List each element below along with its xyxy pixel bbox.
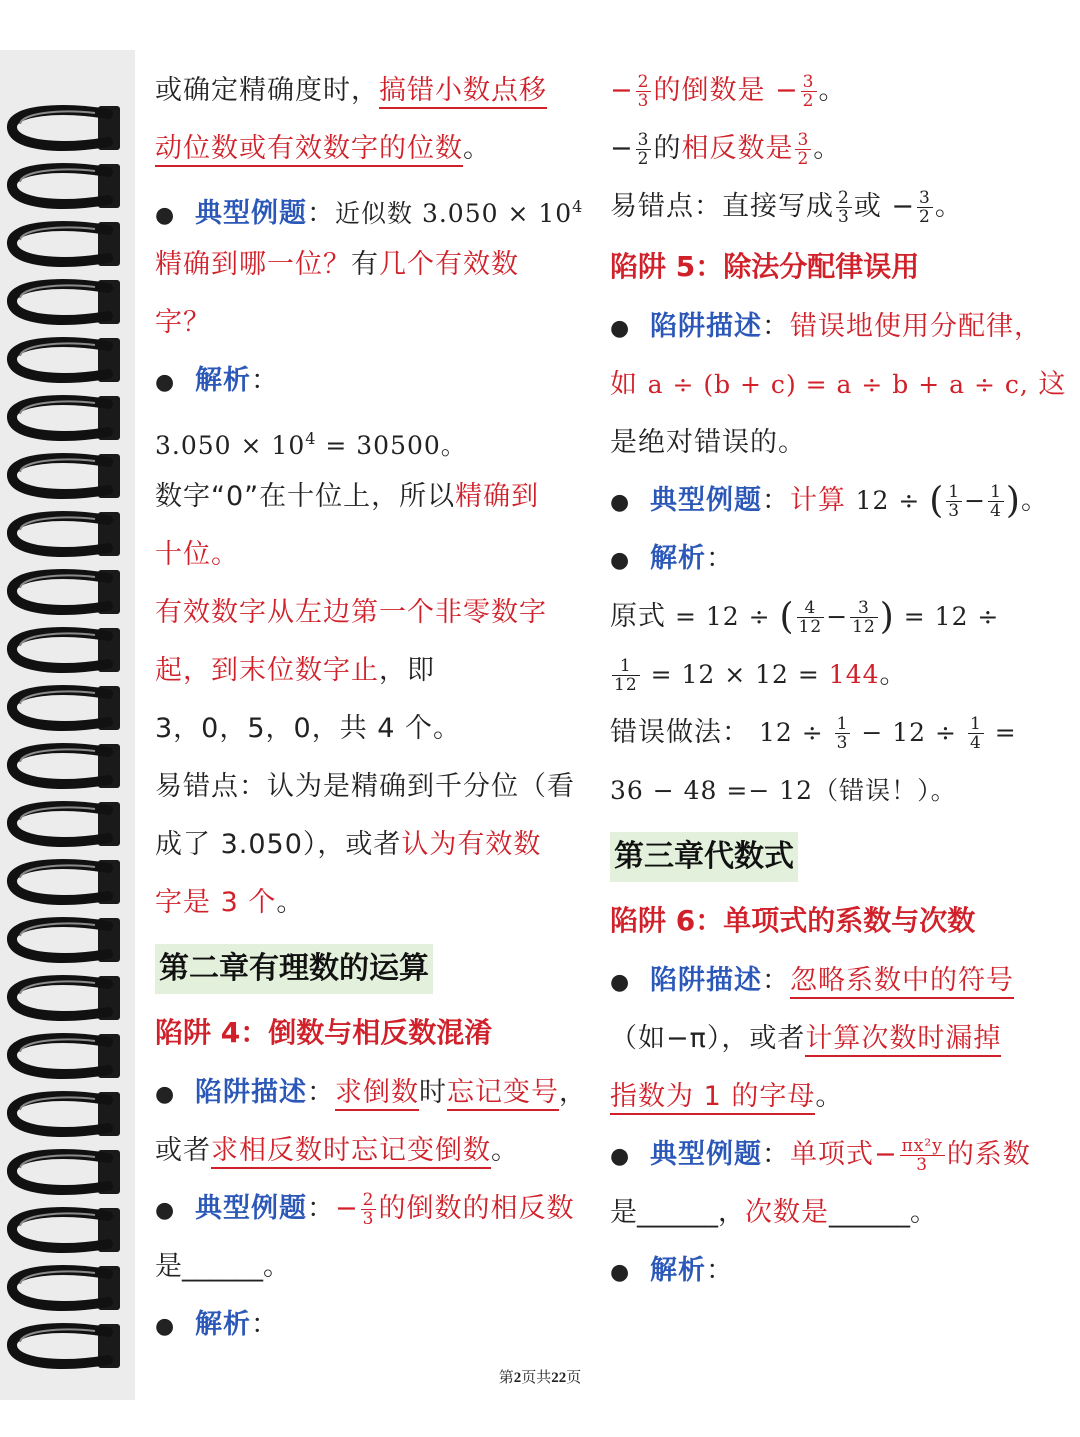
math-text: a ÷ (b + c) = a ÷ b + a ÷ c, [647, 370, 1029, 399]
bullet-icon: ● [155, 370, 176, 395]
denominator: 2 [637, 149, 650, 169]
emphasis-text: 的倒数是 − [653, 75, 799, 106]
text: 。 [491, 1135, 519, 1166]
text: ： [307, 1193, 335, 1224]
left-paren: ( [779, 596, 795, 638]
description-line [155, 1064, 587, 1122]
example-label: 典型例题 [195, 1193, 307, 1224]
footer-text: 页 [566, 1370, 582, 1386]
right-paren: ) [879, 596, 895, 638]
emphasis-text: 指数为 1 的字母 [610, 1081, 815, 1115]
numerator: 1 [948, 482, 961, 502]
text: ： [251, 365, 279, 396]
emphasis-text: 求倒数 [335, 1077, 419, 1111]
text-line [610, 704, 1050, 762]
chapter-heading: 第二章有理数的运算 [155, 944, 433, 994]
numerator: 1 [612, 657, 640, 676]
numerator: 1 [836, 714, 849, 734]
text: 。 [463, 133, 491, 164]
numerator: 3 [850, 599, 878, 618]
emphasis-text: 次数是 [745, 1197, 829, 1228]
text: ： [706, 543, 734, 574]
text: 易错点：认为是精确到千分位（看 [155, 771, 575, 802]
fraction [801, 73, 817, 110]
text-line [155, 236, 580, 294]
fraction [636, 73, 652, 110]
fraction [795, 131, 811, 168]
text-line [155, 642, 580, 700]
description-label: 陷阱描述 [650, 965, 762, 996]
denominator: 12 [798, 617, 823, 637]
text: ： [762, 485, 790, 516]
emphasis-text: 字？ [155, 307, 211, 338]
text: ， [559, 1077, 587, 1108]
math-text: = 12 × 12 = [641, 660, 829, 689]
text: ： [706, 1255, 734, 1286]
emphasis-text: 几个有效数 [379, 249, 519, 280]
text-line [155, 62, 580, 120]
text: ： [307, 1077, 335, 1108]
numerator: 2 [637, 72, 650, 92]
denominator: 3 [362, 1209, 375, 1229]
emphasis-text: 忽略系数中的符号 [790, 965, 1014, 999]
emphasis-text: 的倒数的相反数 [378, 1193, 575, 1224]
text: 时 [419, 1077, 447, 1108]
bullet-icon: ● [155, 203, 176, 228]
emphasis-text: 计算 [790, 485, 856, 516]
text: 易错点：直接写成 [610, 191, 834, 222]
emphasis-text: 十位。 [155, 539, 239, 570]
math-text: 近似数 3.050 × 10 [335, 199, 573, 228]
trap-heading: 陷阱 5：除法分配律误用 [610, 250, 920, 283]
solution-line [155, 352, 580, 410]
text: 或者 [155, 1135, 211, 1166]
example-line [610, 1126, 1050, 1184]
answer-blank: 是______， [610, 1197, 745, 1228]
bullet-icon: ● [610, 1144, 631, 1169]
text-line [155, 526, 580, 584]
text: 3，0，5，0，共 4 个。 [155, 713, 462, 744]
fraction [917, 189, 933, 226]
math-text: = 30500。 [316, 431, 467, 460]
emphasis-text: 这 [1028, 369, 1067, 400]
page-total: 22 [551, 1370, 567, 1386]
solution-label: 解析 [195, 1309, 251, 1340]
page-number: 2 [513, 1370, 522, 1386]
text-line [155, 758, 580, 816]
example-label: 典型例题 [650, 485, 762, 516]
trap-heading: 陷阱 4：倒数与相反数混淆 [155, 1016, 493, 1049]
text-line [155, 700, 580, 758]
fraction [636, 131, 652, 168]
solution-label: 解析 [195, 365, 251, 396]
text: 。 [818, 75, 847, 106]
numerator: 3 [802, 72, 815, 92]
emphasis-text: 的系数 [946, 1139, 1031, 1170]
bullet-icon: ● [610, 316, 631, 341]
fraction [836, 189, 852, 226]
fraction [988, 483, 1004, 520]
footer-text: 页共 [521, 1370, 552, 1386]
text-line [155, 874, 580, 932]
exponent: 4 [572, 197, 584, 216]
text-line [610, 178, 1050, 236]
denominator: 3 [836, 733, 849, 753]
math-text: 12 ÷ [750, 718, 833, 747]
text-line [610, 120, 1050, 178]
answer-blank: ______。 [829, 1197, 937, 1228]
description-line [610, 298, 1050, 356]
chapter-heading-wrap [610, 820, 1050, 890]
text-line [155, 1238, 580, 1296]
text-line [155, 816, 580, 874]
fraction [850, 599, 878, 636]
numerator: πx²y [901, 1136, 943, 1156]
chapter-heading-wrap [155, 932, 580, 1002]
text: （如−π），或者 [610, 1023, 806, 1054]
page-footer [0, 1366, 1080, 1387]
text-line [610, 1184, 1050, 1242]
chapter-heading: 第三章代数式 [610, 832, 798, 882]
emphasis-text: 动位数或有效数字的位数 [155, 133, 463, 167]
emphasis-text: 错误地使用分配律， [790, 311, 1042, 342]
example-line [610, 472, 1050, 530]
denominator: 3 [916, 1155, 929, 1175]
left-column [155, 62, 587, 1354]
denominator: 4 [969, 733, 982, 753]
emphasis-text: 精确到哪一位？ [155, 249, 351, 280]
text: 。 [276, 887, 305, 918]
bullet-icon: ● [610, 970, 631, 995]
fraction [797, 599, 825, 636]
minus-sign: − [964, 486, 987, 515]
bullet-icon: ● [155, 1314, 176, 1339]
numerator: 4 [797, 599, 825, 618]
fraction [361, 1191, 377, 1228]
denominator: 4 [990, 501, 1002, 521]
text: 的 [653, 133, 682, 164]
description-label: 陷阱描述 [195, 1077, 307, 1108]
minus-sign: − [335, 1193, 359, 1224]
text-line [610, 646, 1050, 704]
text-line [610, 588, 1050, 646]
denominator: 2 [797, 149, 810, 169]
numerator: 3 [797, 130, 810, 150]
text: ： [762, 965, 790, 996]
emphasis-text: 精确到 [455, 481, 540, 512]
example-label: 典型例题 [195, 198, 307, 229]
bullet-icon: ● [610, 548, 631, 573]
solution-line [155, 1296, 580, 1354]
emphasis-text: 忘记变号 [447, 1077, 559, 1111]
numerator: 1 [969, 714, 982, 734]
minus-sign: − [610, 75, 634, 106]
text: 是绝对错误的。 [610, 427, 806, 458]
left-paren: ( [929, 480, 945, 522]
fraction [968, 715, 984, 752]
numerator: 3 [919, 188, 931, 208]
footer-text: 第 [498, 1370, 514, 1386]
emphasis-text: 单项式− [790, 1139, 898, 1170]
notebook-spiral-binding [0, 0, 135, 1437]
emphasis-text: 求相反数时忘记变倒数 [211, 1135, 491, 1169]
right-column [610, 62, 1067, 1300]
math-text: 3.050 × 10 [155, 431, 306, 460]
text-line [155, 120, 580, 178]
example-label: 典型例题 [650, 1139, 762, 1170]
emphasis-text: 有效数字从左边第一个非零数字 [155, 597, 547, 628]
math-text: − 12 ÷ [852, 718, 966, 747]
bullet-icon: ● [155, 1198, 176, 1223]
math-text: = 12 ÷ [666, 602, 780, 631]
trap-heading: 陷阱 6：单项式的系数与次数 [610, 904, 976, 937]
numerator: 2 [362, 1190, 375, 1210]
text-line [610, 62, 1050, 120]
text: ： [307, 198, 335, 229]
text: ： [251, 1309, 279, 1340]
text: 错误做法： [610, 717, 750, 748]
text-line [155, 410, 580, 468]
text: 原式 [610, 601, 666, 632]
text: 有 [351, 249, 379, 280]
minus-sign: − [826, 602, 849, 631]
solution-label: 解析 [650, 543, 706, 574]
minus-sign: − [610, 133, 634, 164]
emphasis-text: 计算次数时漏掉 [805, 1023, 1001, 1057]
numerator: 1 [990, 482, 1002, 502]
example-line [155, 178, 584, 236]
text: 或确定精确度时， [155, 75, 379, 106]
exponent: 4 [305, 429, 317, 448]
description-label: 陷阱描述 [650, 311, 762, 342]
numerator: 3 [637, 130, 650, 150]
bullet-icon: ● [155, 1082, 176, 1107]
fraction [835, 715, 851, 752]
text: 或 − [853, 191, 916, 222]
text: 。 [815, 1081, 844, 1112]
text: ，即 [379, 655, 435, 686]
text: 。 [1020, 485, 1049, 516]
text: ： [762, 1139, 790, 1170]
solution-label: 解析 [650, 1255, 706, 1286]
emphasis-text: 相反数是 [681, 133, 794, 164]
denominator: 2 [802, 91, 815, 111]
emphasis-text: 如 [610, 369, 648, 400]
text-line [610, 356, 1067, 414]
text-line [155, 468, 580, 526]
example-line [155, 1180, 580, 1238]
text: 成了 3.050），或者 [155, 829, 402, 860]
solution-line [610, 530, 1050, 588]
bullet-icon: ● [610, 1260, 631, 1285]
text-line [155, 294, 580, 352]
answer-blank: 是______。 [155, 1251, 290, 1282]
emphasis-text: 起，到末位数字止 [155, 655, 379, 686]
answer-value: 144 [828, 660, 880, 689]
denominator: 2 [919, 207, 931, 227]
emphasis-text: 搞错小数点移 [379, 75, 547, 109]
solution-line [610, 1242, 1050, 1300]
text-line [610, 1010, 1050, 1068]
text: 数字“0”在十位上，所以 [155, 481, 456, 512]
fraction [900, 1137, 945, 1174]
text-line [155, 584, 580, 642]
text: 。 [934, 191, 963, 222]
fraction [612, 657, 640, 694]
denominator: 3 [948, 501, 961, 521]
denominator: 3 [637, 91, 650, 111]
math-text: = [985, 718, 1017, 747]
text: 。 [879, 659, 908, 690]
text-line [610, 762, 1050, 820]
denominator: 3 [838, 207, 850, 227]
numerator: 2 [838, 188, 850, 208]
text-line [155, 1122, 580, 1180]
bullet-icon: ● [610, 490, 631, 515]
text: ： [762, 311, 790, 342]
math-text: 12 ÷ [855, 486, 930, 515]
emphasis-text: 字是 3 个 [155, 887, 277, 918]
denominator: 12 [614, 675, 638, 695]
emphasis-text: 认为有效数 [401, 829, 542, 860]
math-text: = 12 ÷ [894, 602, 1000, 631]
fraction [946, 483, 962, 520]
text: 。 [813, 133, 842, 164]
math-text: 36 − 48 =− 12（错误！）。 [610, 776, 957, 805]
text-line [610, 414, 1050, 472]
text-line [610, 1068, 1050, 1126]
denominator: 12 [852, 617, 876, 637]
description-line [610, 952, 1050, 1010]
right-paren: ) [1005, 480, 1021, 522]
